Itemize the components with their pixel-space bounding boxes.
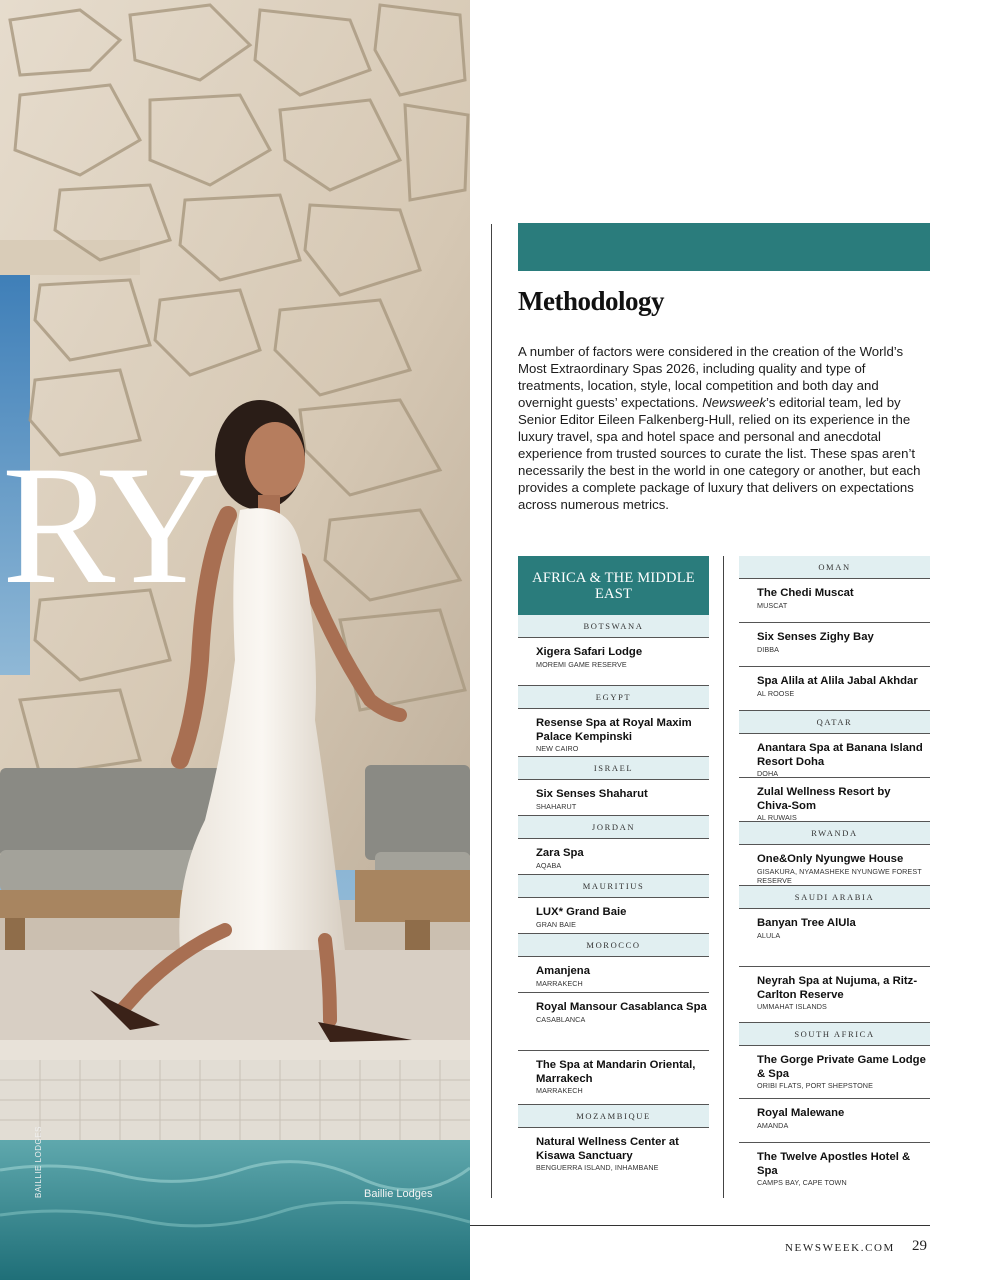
spa-location: BENGUERRA ISLAND, INHAMBANE <box>536 1163 659 1172</box>
spa-name: The Twelve Apostles Hotel & Spa <box>757 1151 911 1177</box>
country-label: MOROCCO <box>518 934 709 957</box>
spa-name: Amanjena <box>536 965 590 977</box>
spa-location: SHAHARUT <box>536 801 577 811</box>
spa-list-column-left <box>518 556 709 1173</box>
teal-accent-band <box>518 223 930 271</box>
column-divider-left <box>491 224 492 1198</box>
spa-entry <box>739 1099 930 1143</box>
spa-name: Six Senses Shaharut <box>536 788 648 800</box>
spa-entry <box>518 957 709 993</box>
spa-location: DOHA <box>757 769 779 778</box>
spa-location: MARRAKECH <box>536 1086 583 1095</box>
spa-entry <box>739 579 930 623</box>
country-label: RWANDA <box>739 822 930 845</box>
country-label: MAURITIUS <box>518 875 709 898</box>
spa-name: The Gorge Private Game Lodge & Spa <box>757 1054 926 1080</box>
spa-entry <box>518 1128 709 1173</box>
spa-location: AL ROOSE <box>757 688 795 698</box>
spa-name: Spa Alila at Alila Jabal Akhdar <box>757 675 918 687</box>
spa-entry <box>518 898 709 934</box>
country-label: MOZAMBIQUE <box>518 1105 709 1128</box>
country-label: SAUDI ARABIA <box>739 886 930 909</box>
spa-location: MUSCAT <box>757 600 788 610</box>
spa-location: GRAN BAIE <box>536 919 577 929</box>
country-label: JORDAN <box>518 816 709 839</box>
country-label: OMAN <box>739 556 930 579</box>
spa-entry <box>518 638 709 686</box>
spa-name: Resense Spa at Royal Maxim Palace Kempinski <box>536 717 692 743</box>
country-label: BOTSWANA <box>518 615 709 638</box>
spa-location: AQABA <box>536 860 562 870</box>
spa-entry <box>739 845 930 886</box>
spa-name: Six Senses Zighy Bay <box>757 631 874 643</box>
photo-credit: Baillie Lodges <box>364 1188 433 1200</box>
spa-entry <box>518 839 709 875</box>
spa-name: LUX* Grand Baie <box>536 906 627 918</box>
spa-entry <box>739 967 930 1023</box>
spa-entry <box>518 1051 709 1105</box>
hero-photo <box>0 0 470 1280</box>
spa-name: Royal Malewane <box>757 1107 845 1119</box>
spa-entry <box>739 778 930 822</box>
country-label: ISRAEL <box>518 757 709 780</box>
spa-entry <box>739 1046 930 1099</box>
spa-name: The Spa at Mandarin Oriental, Marrakech <box>536 1059 696 1085</box>
photo-side-credit: BAILLIE LODGES <box>34 1126 43 1198</box>
methodology-text-part-1: A number of factors were considered in the creation of the World’s Most Extraordinary Spas 2026, including quality and type of treatments, location, style, local competition and both day and overnight guests’ expectations. <box>518 344 904 410</box>
spa-name: Xigera Safari Lodge <box>536 646 643 658</box>
spa-entry <box>739 1143 930 1187</box>
spa-entry <box>739 909 930 967</box>
spa-location: CASABLANCA <box>536 1014 586 1024</box>
footer-site: NEWSWEEK.COM <box>785 1242 895 1254</box>
spa-location: GISAKURA, NYAMASHEKE NYUNGWE FOREST RESERVE <box>757 866 922 885</box>
spa-location: AMANDA <box>757 1120 789 1130</box>
page-number: 29 <box>912 1238 927 1254</box>
publication-name: Newsweek <box>702 395 767 410</box>
country-label: SOUTH AFRICA <box>739 1023 930 1046</box>
spa-name: Neyrah Spa at Nujuma, a Ritz-Carlton Reserve <box>757 975 918 1001</box>
spa-entry <box>739 667 930 711</box>
spa-name: One&Only Nyungwe House <box>757 853 904 865</box>
methodology-text-part-2: ’s editorial team, led by Senior Editor Eileen Falkenberg-Hull, relied on its experience in the luxury travel, spa and hotel space and personal and anecdotal experience from trusted sources to curate the list. These spas aren’t necessarily the best in the world in one category or another, but each provides a complete package of luxury that delivers on expectations across numerous metrics. <box>518 395 921 512</box>
spa-location: AL RUWAIS <box>757 813 797 822</box>
column-divider-middle <box>723 556 724 1198</box>
spa-list-column-right <box>739 556 930 1187</box>
spa-name: The Chedi Muscat <box>757 587 854 599</box>
spa-entry <box>518 709 709 757</box>
spa-name: Anantara Spa at Banana Island Resort Doha <box>757 742 923 768</box>
spa-name: Banyan Tree AlUla <box>757 917 856 929</box>
methodology-text <box>518 343 930 513</box>
region-header: AFRICA & THE MIDDLE EAST <box>518 556 709 615</box>
spa-scene-illustration <box>0 0 470 1280</box>
footer-rule <box>470 1225 930 1226</box>
spa-location: NEW CAIRO <box>536 744 579 753</box>
spa-entry <box>518 993 709 1051</box>
spa-entry <box>739 734 930 778</box>
spa-entry <box>739 623 930 667</box>
spa-location: DIBBA <box>757 644 780 654</box>
spa-name: Zulal Wellness Resort by Chiva-Som <box>757 786 891 812</box>
spa-name: Zara Spa <box>536 847 584 859</box>
spa-location: ORIBI FLATS, PORT SHEPSTONE <box>757 1081 873 1090</box>
spa-name: Royal Mansour Casablanca Spa <box>536 1001 707 1013</box>
spa-location: ALULA <box>757 930 781 940</box>
spa-location: MARRAKECH <box>536 978 583 988</box>
spa-entry <box>518 780 709 816</box>
spa-location: CAMPS BAY, CAPE TOWN <box>757 1178 847 1187</box>
spa-location: MOREMI GAME RESERVE <box>536 659 627 669</box>
headline-fragment: RY <box>2 431 213 619</box>
spa-name: Natural Wellness Center at Kisawa Sanctuary <box>536 1136 679 1162</box>
methodology-title: Methodology <box>518 286 664 316</box>
country-label: EGYPT <box>518 686 709 709</box>
country-label: QATAR <box>739 711 930 734</box>
spa-location: UMMAHAT ISLANDS <box>757 1002 827 1011</box>
